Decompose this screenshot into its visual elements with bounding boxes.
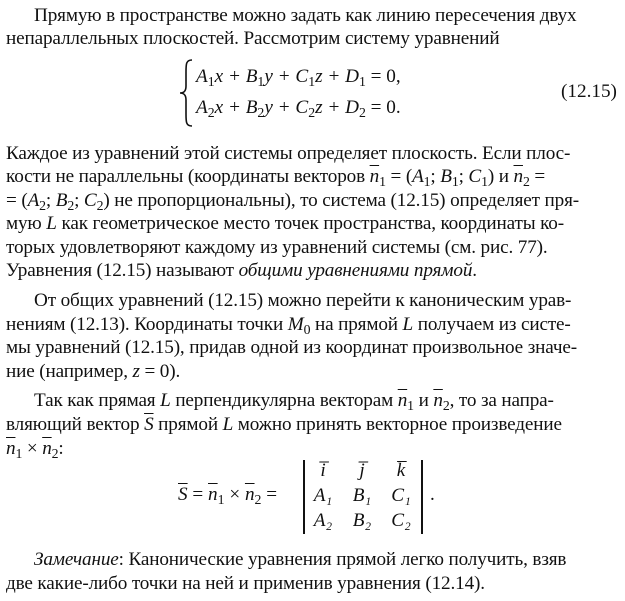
- determinant-right-bar: [421, 460, 423, 534]
- determinant-cell: A₂: [313, 510, 333, 531]
- determinant-cell: C₁: [391, 485, 411, 506]
- cross-product-determinant: [178, 458, 478, 534]
- paragraph-canonical-line-4: ние (например, z = 0).: [6, 361, 181, 382]
- determinant-cell: j̅: [359, 460, 365, 481]
- determinant-cell: A₁: [313, 485, 333, 506]
- paragraph-canonical-line-2: нениям (12.13). Координаты точки $M_0$ на прямой L получаем из систе-: [6, 314, 571, 337]
- paragraph-direction-line-2: вляющий вектор $\overline{S}$ прямой L можно принять векторное произведение: [6, 414, 562, 435]
- determinant-lhs: $\overline{S} = \overline{n}_1 \times \overline{n}_2$ =: [178, 484, 278, 507]
- note-title: Замечание: [34, 549, 119, 570]
- determinant-cell: k̅: [396, 460, 406, 481]
- paragraph-planes-line-1: Каждое из уравнений этой системы определяет плоскость. Если плос-: [6, 143, 571, 164]
- paragraph-direction-line-1: Так как прямая L перпендикулярна векторам $\overline{n}_1$ и $\overline{n}_2$, то за напра-: [34, 390, 554, 413]
- paragraph-planes-line-4: мую L как геометрическое место точек пространства, координаты ко-: [6, 213, 564, 234]
- determinant-cell: B₁: [352, 485, 372, 506]
- note-line-1: Замечание: Канонические уравнения прямой легко получить, взяв: [34, 549, 567, 570]
- paragraph-canonical-line-3: мы уравнений (12.15), придав одной из координат произвольное значе-: [6, 337, 577, 358]
- equation-line-1: $A_1x + B_1y + C_1z + D_1 = 0$,: [196, 66, 401, 89]
- note-line-2: две какие-либо точки на ней и применив уравнения (12.14).: [6, 573, 485, 594]
- determinant-cell: B₂: [352, 510, 372, 531]
- equation-number: (12.15): [561, 81, 617, 102]
- paragraph-planes-line-5: торых удовлетворяют каждому из уравнений системы (см. рис. 77).: [6, 237, 548, 258]
- paragraph-intro-line-2: непараллельных плоскостей. Рассмотрим систему уравнений: [6, 28, 500, 49]
- equation-system: [178, 58, 438, 128]
- curly-brace-icon: [178, 58, 194, 128]
- paragraph-intro-line-1: Прямую в пространстве можно задать как линию пересечения двух: [34, 5, 577, 26]
- determinant-period: .: [430, 484, 435, 505]
- determinant-cell: i̅: [320, 460, 326, 481]
- paragraph-planes-line-2: кости не параллельны (координаты векторов $\overline{n}_1 = (A_1$; $B_1$; $C_1$) и $\overline{n}_2$ =: [6, 166, 546, 189]
- paragraph-canonical-line-1: От общих уравнений (12.15) можно перейти к каноническим урав-: [34, 290, 572, 311]
- paragraph-planes-line-3: = ($A_2$; $B_2$; $C_2$) не пропорциональны), то система (12.15) определяет пря-: [6, 190, 579, 213]
- paragraph-planes-line-6: Уравнения (12.15) называют общими уравнениями прямой.: [6, 260, 477, 281]
- equation-line-2: $A_2x + B_2y + C_2z + D_2 = 0$.: [196, 97, 401, 120]
- determinant-cell: C₂: [391, 510, 411, 531]
- paragraph-direction-line-3: $\overline{n}_1 \times \overline{n}_2$:: [6, 438, 64, 461]
